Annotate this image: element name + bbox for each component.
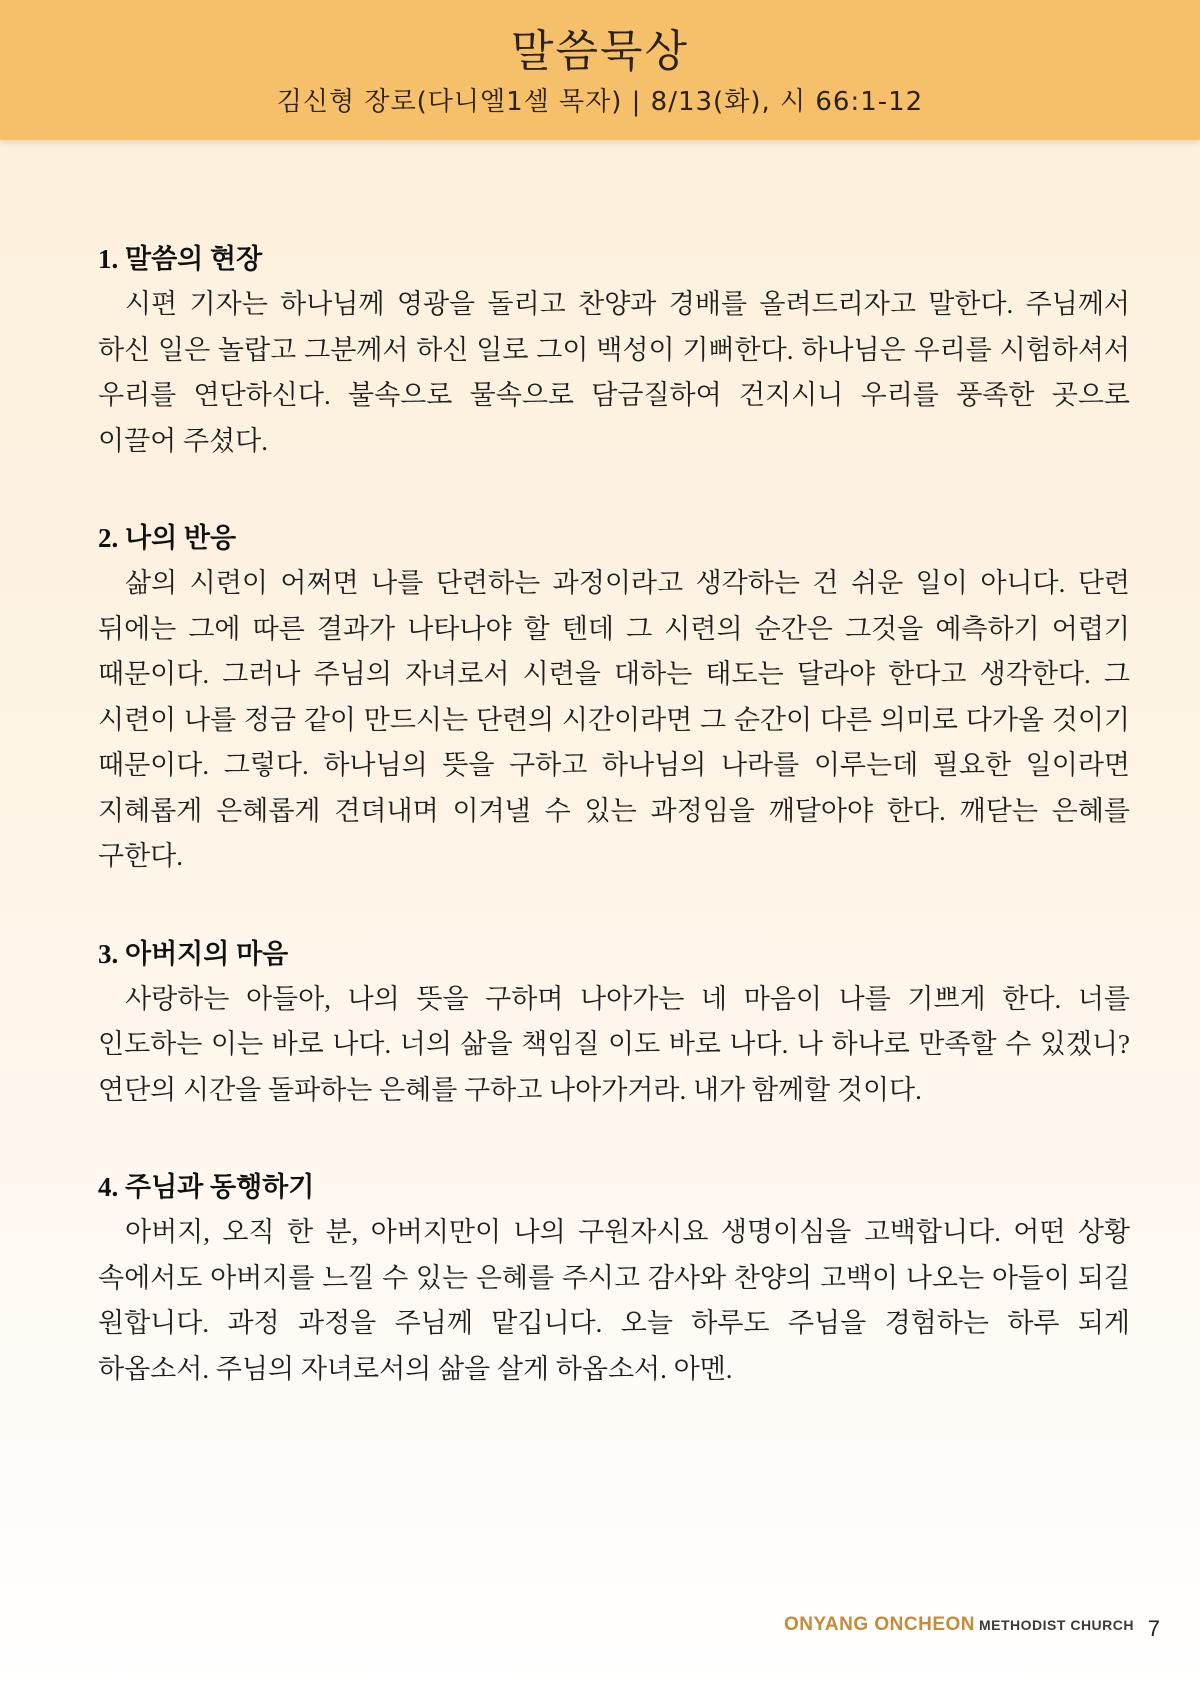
section-walking-with-lord xyxy=(98,1164,1130,1392)
page-header xyxy=(0,0,1200,140)
section-my-response xyxy=(98,515,1130,880)
page-number: 7 xyxy=(1147,1616,1160,1641)
page-title: 말씀묵상 xyxy=(510,26,689,77)
section-scripture-scene xyxy=(98,236,1130,464)
section-heading: 3. 아버지의 마음 xyxy=(98,938,289,969)
section-body: 시편 기자는 하나님께 영광을 돌리고 찬양과 경배를 올려드리자고 말한다. 주님께서 하신 일은 놀랍고 그분께서 하신 일로 그이 백성이 기뻐한다. 하나님은 우리를 시험하셔서 우리를 연단하신다. 불속으로 물속으로 담금질하여 건지시니 우리를 풍족한 곳으로 이끌어 주셨다. xyxy=(98,289,1130,456)
section-heading: 4. 주님과 동행하기 xyxy=(98,1172,315,1202)
section-body: 사랑하는 아들아, 나의 뜻을 구하며 나아가는 네 마음이 나를 기쁘게 한다. 너를 인도하는 이는 바로 나다. 너의 삶을 책임질 이도 바로 나다. 나 하나로 만족할 수 있겠니? 연단의 시간을 돌파하는 은혜를 구하고 나아가거라. 내가 함께할 것이다. xyxy=(98,983,1130,1105)
church-name-accent: ONYANG ONCHEON xyxy=(783,1614,975,1635)
section-body: 삶의 시련이 어쩌면 나를 단련하는 과정이라고 생각하는 건 쉬운 일이 아니다. 단련 뒤에는 그에 따른 결과가 나타나야 할 텐데 그 시련의 순간은 그것을 예측하기 어렵기 때문이다. 그러나 주님의 자녀로서 시련을 대하는 태도는 달라야 한다고 생각한다. 그 시련이 나를 정금 같이 만드시는 단련의 시간이라면 그 순간이 다른 의미로 다가올 것이기 때문이다. 그렇다. 하나님의 뜻을 구하고 하나님의 나라를 이루는데 필요한 일이라면 지혜롭게 은혜롭게 견뎌내며 이겨낼 수 있는 과정임을 깨달아야 한다. 깨닫는 은혜를 구한다. xyxy=(98,568,1130,871)
meditation-content xyxy=(98,236,1130,1443)
church-name-rest: METHODIST CHURCH xyxy=(979,1617,1134,1633)
section-heading: 2. 나의 반응 xyxy=(98,523,237,553)
church-name xyxy=(784,1614,1134,1636)
section-fathers-heart xyxy=(98,931,1130,1114)
section-heading: 1. 말씀의 현장 xyxy=(98,244,263,274)
page-subtitle: 김신형 장로(다니엘1셀 목자) | 8/13(화), 시 66:1-12 xyxy=(276,87,924,117)
section-body: 아버지, 오직 한 분, 아버지만이 나의 구원자시요 생명이심을 고백합니다. 어떤 상황 속에서도 아버지를 느낄 수 있는 은혜를 주시고 감사와 찬양의 고백이 나오는 아들이 되길 원합니다. 과정 과정을 주님께 맡깁니다. 오늘 하루도 주님을 경험하는 하루 되게 하옵소서. 주님의 자녀로서의 삶을 살게 하옵소서. 아멘. xyxy=(98,1217,1130,1384)
